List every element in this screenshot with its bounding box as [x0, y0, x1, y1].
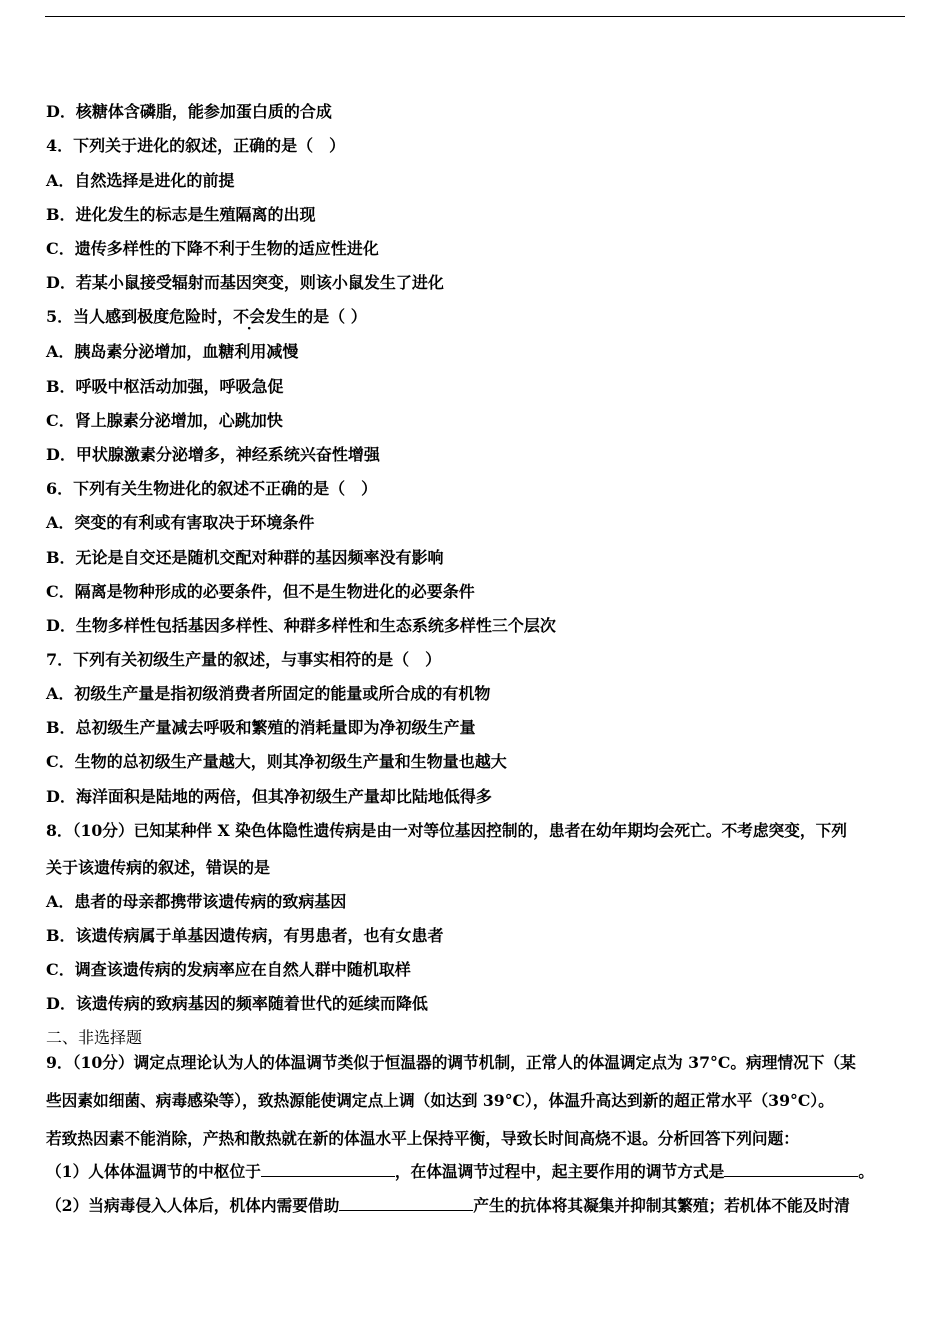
- question-6: 6．下列有关生物进化的叙述不正确的是（ ）: [46, 479, 378, 498]
- question-9-line1: 9．（10分）调定点理论认为人的体温调节类似于恒温器的调节机制，正常人的体温调定点为 37°C。病理情况下（某: [46, 1053, 856, 1072]
- option-4c: C．遗传多样性的下降不利于生物的适应性进化: [46, 239, 379, 258]
- option-6b: B．无论是自交还是随机交配对种群的基因频率没有影响: [46, 548, 444, 567]
- option-8b: B．该遗传病属于单基因遗传病，有男患者，也有女患者: [46, 926, 444, 945]
- option-6c: C．隔离是物种形成的必要条件，但不是生物进化的必要条件: [46, 582, 475, 601]
- question-7: 7．下列有关初级生产量的叙述，与事实相符的是（ ）: [46, 650, 442, 669]
- question-4: 4．下列关于进化的叙述，正确的是（ ）: [46, 136, 346, 155]
- option-5c: C．肾上腺素分泌增加，心跳加快: [46, 411, 283, 430]
- option-4a: A．自然选择是进化的前提: [46, 171, 235, 190]
- question-9-line2: 些因素如细菌、病毒感染等），致热源能使调定点上调（如达到 39°C），体温升高达到新的超正常水平（39°C）。: [46, 1091, 834, 1110]
- answer-blank[interactable]: [339, 1196, 473, 1211]
- question-5: 5．当人感到极度危险时，不会发生的是（ ）: [46, 307, 367, 326]
- option-7d: D．海洋面积是陆地的两倍，但其净初级生产量却比陆地低得多: [46, 787, 492, 806]
- option-4b: B．进化发生的标志是生殖隔离的出现: [46, 205, 316, 224]
- option-8c: C．调查该遗传病的发病率应在自然人群中随机取样: [46, 960, 411, 979]
- answer-blank[interactable]: [724, 1162, 858, 1177]
- question-9-line3: 若致热因素不能消除，产热和散热就在新的体温水平上保持平衡，导致长时间高烧不退。分析回答下列问题：: [46, 1129, 799, 1148]
- question-9-part2: （2）当病毒侵入人体后，机体内需要借助 产生的抗体将其凝集并抑制其繁殖；若机体不能及时清: [46, 1196, 850, 1215]
- option-6d: D．生物多样性包括基因多样性、种群多样性和生态系统多样性三个层次: [46, 616, 556, 635]
- option-3d: D．核糖体含磷脂，能参加蛋白质的合成: [46, 102, 332, 121]
- option-8d: D．该遗传病的致病基因的频率随着世代的延续而降低: [46, 994, 428, 1013]
- question-9-part1: （1）人体体温调节的中枢位于 ，在体温调节过程中，起主要作用的调节方式是 。: [46, 1162, 874, 1181]
- section-heading: 二、非选择题: [46, 1028, 143, 1047]
- question-8-line1: 8．（10分）已知某种伴 X 染色体隐性遗传病是由一对等位基因控制的，患者在幼年期均会死亡。不考虑突变，下列: [46, 821, 847, 840]
- option-6a: A．突变的有利或有害取决于环境条件: [46, 513, 315, 532]
- option-8a: A．患者的母亲都携带该遗传病的致病基因: [46, 892, 347, 911]
- option-7a: A．初级生产量是指初级消费者所固定的能量或所合成的有机物: [46, 684, 491, 703]
- option-7b: B．总初级生产量减去呼吸和繁殖的消耗量即为净初级生产量: [46, 718, 476, 737]
- answer-blank[interactable]: [261, 1162, 395, 1177]
- option-5a: A．胰岛素分泌增加，血糖利用减慢: [46, 342, 299, 361]
- option-5b: B．呼吸中枢活动加强，呼吸急促: [46, 377, 284, 396]
- option-5d: D．甲状腺激素分泌增多，神经系统兴奋性增强: [46, 445, 380, 464]
- question-8-line2: 关于该遗传病的叙述，错误的是: [46, 858, 271, 877]
- emphasis-dots: 不会: [233, 307, 266, 326]
- option-4d: D．若某小鼠接受辐射而基因突变，则该小鼠发生了进化: [46, 273, 444, 292]
- option-7c: C．生物的总初级生产量越大，则其净初级生产量和生物量也越大: [46, 752, 507, 771]
- header-rule: [45, 16, 905, 17]
